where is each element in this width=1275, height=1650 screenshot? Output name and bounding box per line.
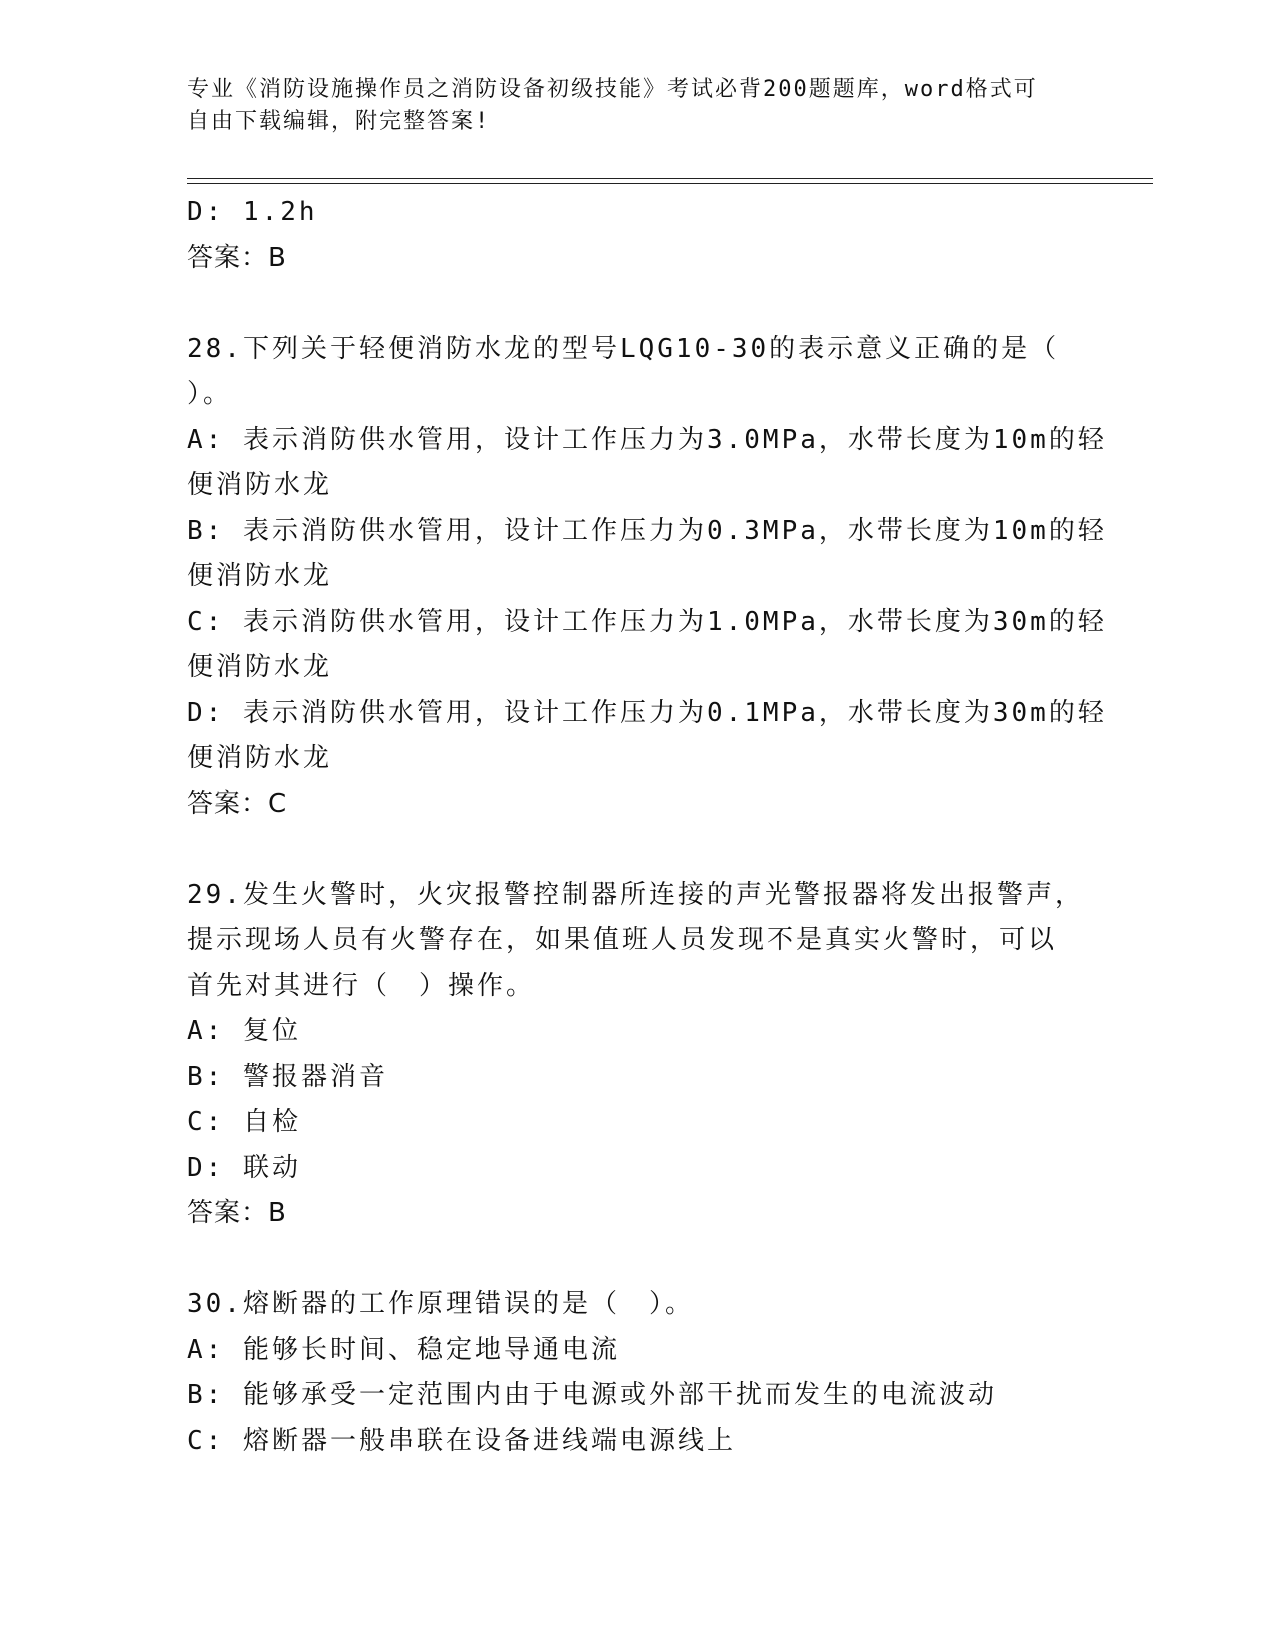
question-stem-line: 提示现场人员有火警存在，如果值班人员发现不是真实火警时，可以: [187, 925, 1058, 955]
option-b-line: 便消防水龙: [187, 561, 333, 591]
option-c-line: 便消防水龙: [187, 652, 333, 682]
question-29: [187, 873, 1087, 1237]
question-stem-line: ）。: [187, 379, 233, 409]
spacer: [187, 1237, 1087, 1283]
option-c-line: C: 表示消防供水管用，设计工作压力为1.0MPa，水带长度为30m的轻: [187, 606, 1107, 637]
prev-option-d: D: 1.2h: [187, 197, 318, 227]
option-b-line: B: 表示消防供水管用，设计工作压力为0.3MPa，水带长度为10m的轻: [187, 515, 1107, 546]
option-d-line: D: 联动: [187, 1152, 301, 1183]
answer: 答案：C: [187, 788, 288, 819]
option-b-line: B: 能够承受一定范围内由于电源或外部干扰而发生的电流波动: [187, 1380, 997, 1410]
spacer: [187, 281, 1087, 327]
document-body: [187, 190, 1107, 1464]
header-divider-top: [187, 178, 1153, 179]
answer: 答案：B: [187, 1198, 287, 1228]
question-stem-line: 30.熔断器的工作原理错误的是（ ）。: [187, 1289, 694, 1319]
option-c-line: C: 自检: [187, 1107, 301, 1137]
option-b-line: B: 警报器消音: [187, 1061, 388, 1092]
question-stem-line: 首先对其进行（ ）操作。: [187, 970, 536, 1001]
header-line-1: 专业《消防设施操作员之消防设备初级技能》考试必背200题题库，word格式可: [187, 77, 1038, 102]
option-d-line: D: 表示消防供水管用，设计工作压力为0.1MPa，水带长度为30m的轻: [187, 697, 1107, 728]
option-a-line: A: 复位: [187, 1016, 301, 1046]
option-d-line: 便消防水龙: [187, 743, 333, 773]
question-stem-line: 29.发生火警时，火灾报警控制器所连接的声光警报器将发出报警声，: [187, 879, 1084, 910]
option-a-line: A: 能够长时间、稳定地导通电流: [187, 1334, 620, 1365]
option-c-line: C: 熔断器一般串联在设备进线端电源线上: [187, 1425, 736, 1456]
header-divider-bottom: [187, 183, 1153, 184]
option-a-line: 便消防水龙: [187, 470, 333, 500]
header-line-2: 自由下载编辑，附完整答案!: [187, 109, 491, 134]
page-header: [187, 74, 1087, 138]
prev-answer: 答案：B: [187, 242, 287, 273]
question-28: [187, 327, 1107, 828]
spacer: [187, 827, 1087, 873]
option-a-line: A: 表示消防供水管用，设计工作压力为3.0MPa，水带长度为10m的轻: [187, 424, 1107, 455]
question-30: [187, 1282, 1087, 1464]
question-stem-line: 28.下列关于轻便消防水龙的型号LQG10-30的表示意义正确的是（: [187, 333, 1060, 364]
